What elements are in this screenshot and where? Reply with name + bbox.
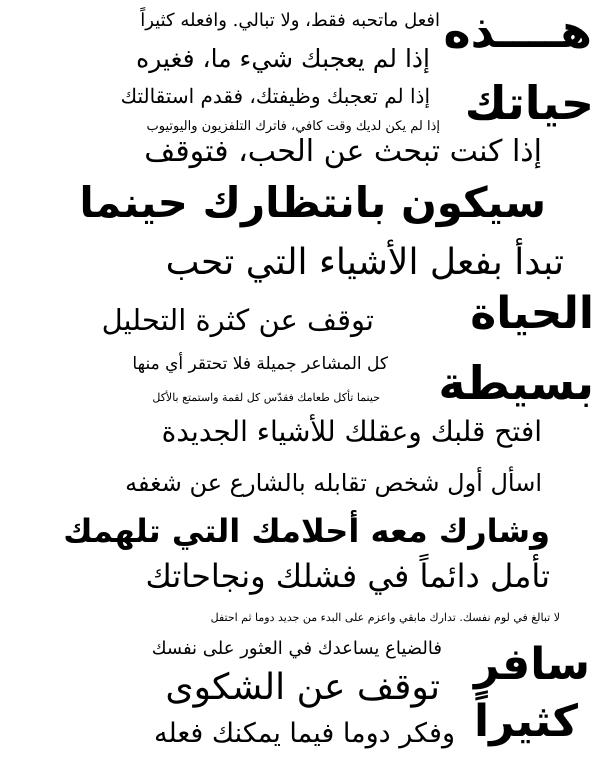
quote-line-9: كل المشاعر جميلة فلا تحتقر أي منها — [132, 354, 388, 374]
big-word-kathiran: كثيراً — [474, 696, 578, 747]
quote-line-4: إذا لم يكن لديك وقت كافي، فاترك التلفزيون واليوتيوب — [146, 119, 440, 134]
big-word-safer: سافر — [474, 639, 590, 690]
quote-line-11: افتح قلبك وعقلك للأشياء الجديدة — [161, 415, 542, 448]
big-word-hayatak: حياتك — [464, 76, 594, 130]
quote-line-13: وشارك معه أحلامك التي تلهمك — [63, 512, 550, 550]
quote-line-1: افعل ماتحبه فقط، ولا تبالي. وافعله كثيراً — [140, 10, 440, 31]
quote-line-12: اسأل أول شخص تقابله بالشارع عن شغفه — [125, 469, 542, 497]
quote-line-3: إذا لم تعجبك وظيفتك، فقدم استقالتك — [120, 84, 430, 108]
quote-line-18: وفكر دوما فيما يمكنك فعله — [153, 718, 455, 749]
quote-line-8: توقف عن كثرة التحليل — [101, 303, 374, 337]
quote-line-14: تأمل دائماً في فشلك ونجاحاتك — [145, 557, 550, 595]
quote-line-2: إذا لم يعجبك شيء ما، فغيره — [136, 44, 430, 73]
big-word-basita: بسيطة — [438, 356, 594, 410]
quote-line-16: فالضياع يساعدك في العثور على نفسك — [151, 638, 442, 659]
quote-line-15: لا تبالغ في لوم نفسك. تدارك مابقي واعزم على البدء من جديد دوما ثم احتفل — [210, 611, 560, 624]
big-word-hadhihi: هــــذه — [443, 4, 592, 58]
big-word-al-hayat: الحياة — [470, 288, 594, 339]
quote-line-10: حينما تأكل طعامك فقدّس كل لقمة واستمتع بالأكل — [152, 391, 380, 404]
quote-line-6: سيكون بانتظارك حينما — [79, 178, 546, 227]
quote-line-7: تبدأ بفعل الأشياء التي تحب — [165, 242, 564, 283]
quote-line-5: إذا كنت تبحث عن الحب، فتوقف — [144, 134, 542, 169]
quote-line-17: توقف عن الشكوى — [165, 667, 440, 708]
